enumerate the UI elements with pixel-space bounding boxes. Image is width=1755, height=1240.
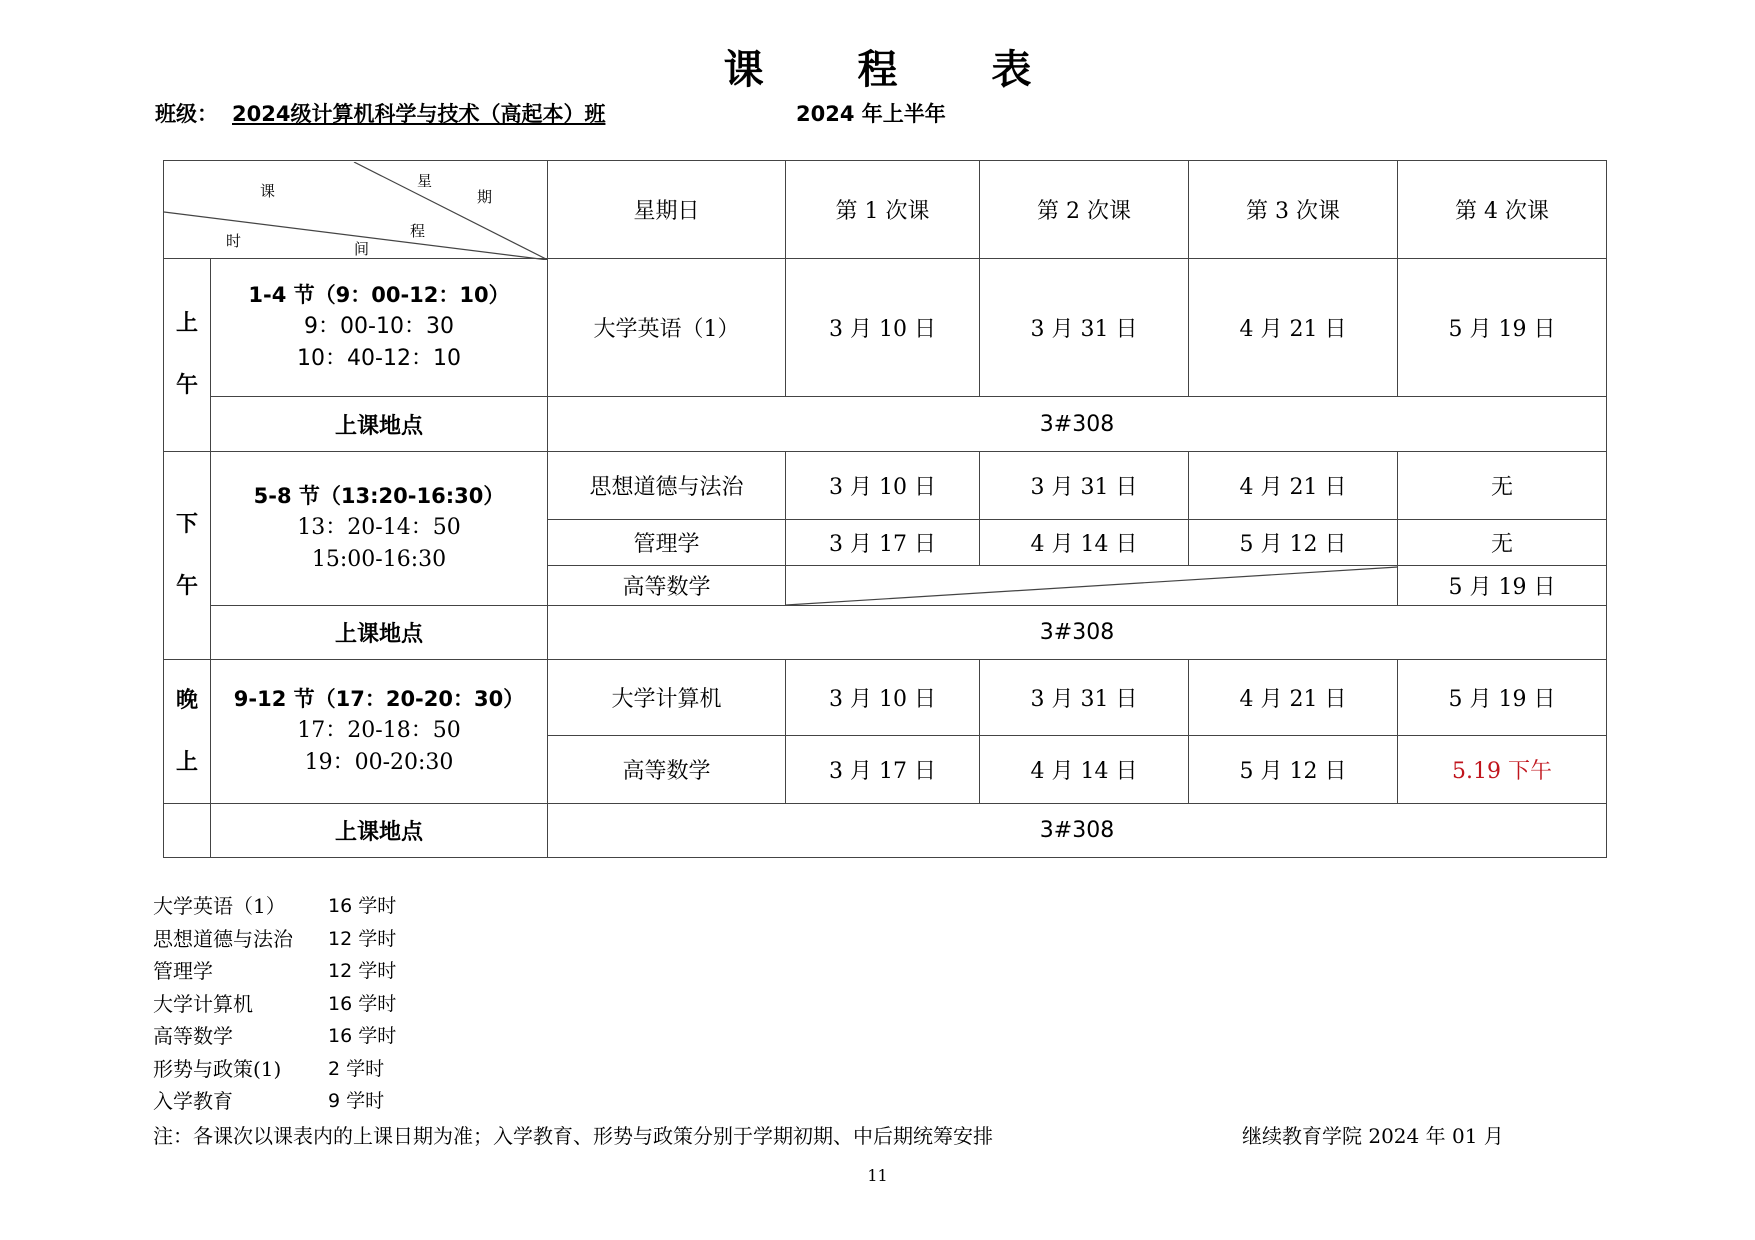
class-name: 2024级计算机科学与技术（高起本）班 — [232, 102, 606, 126]
period-evening-char-2: 上 — [175, 749, 198, 775]
corner-shi: 时 — [226, 231, 242, 250]
evening-r2-date-1: 3 月 17 日 — [786, 736, 980, 804]
period-morning-char-2: 午 — [175, 373, 198, 398]
corner-xing: 星 — [417, 171, 433, 190]
morning-time-2: 10：40-12：10 — [297, 345, 461, 371]
evening-period-empty — [164, 804, 211, 858]
afternoon-r2-date-1: 3 月 17 日 — [786, 520, 980, 566]
afternoon-row-1 — [164, 452, 1607, 520]
note-course: 大学计算机 — [153, 991, 253, 1016]
morning-date-1: 3 月 10 日 — [786, 259, 980, 397]
evening-r2-date-3: 5 月 12 日 — [1189, 736, 1398, 804]
note-course: 思想道德与法治 — [153, 926, 293, 951]
evening-location-label: 上课地点 — [211, 804, 548, 858]
page-title: 课 程 表 — [723, 46, 1072, 93]
period-afternoon-char-2: 午 — [175, 573, 198, 599]
period-evening — [164, 660, 211, 804]
morning-time-1: 9：00-10：30 — [304, 313, 454, 339]
note-course: 大学英语（1） — [153, 894, 286, 918]
morning-date-2: 3 月 31 日 — [980, 259, 1189, 397]
afternoon-slot-header: 5-8 节（13:20-16:30） — [253, 484, 505, 509]
note-course: 形势与政策(1) — [153, 1056, 282, 1081]
note-hours: 2 学时 — [328, 1057, 385, 1080]
note-hours: 16 学时 — [328, 895, 397, 917]
note-course: 管理学 — [153, 959, 213, 983]
corner-cell — [164, 161, 548, 259]
note-hours: 12 学时 — [328, 960, 397, 982]
period-afternoon-char-1: 下 — [175, 511, 198, 537]
corner-jian: 间 — [354, 239, 370, 258]
note-row — [153, 1085, 396, 1118]
note-row — [153, 988, 396, 1021]
afternoon-location: 3#308 — [548, 606, 1607, 660]
class-label: 班级： — [155, 102, 218, 126]
corner-ke: 课 — [260, 181, 276, 200]
class-line — [155, 98, 605, 128]
evening-r1-date-2: 3 月 31 日 — [980, 660, 1189, 736]
morning-location-row — [164, 397, 1607, 452]
afternoon-r2-date-2: 4 月 14 日 — [980, 520, 1189, 566]
afternoon-r1-date-3: 4 月 21 日 — [1189, 452, 1398, 520]
period-evening-char-1: 晚 — [175, 687, 198, 713]
note-row — [153, 1020, 396, 1053]
afternoon-r1-date-2: 3 月 31 日 — [980, 452, 1189, 520]
morning-date-4: 5 月 19 日 — [1398, 259, 1607, 397]
morning-row — [164, 259, 1607, 397]
evening-time-1: 17：20-18：50 — [297, 717, 461, 743]
afternoon-r2-date-3: 5 月 12 日 — [1189, 520, 1398, 566]
afternoon-time-1: 13：20-14：50 — [297, 514, 461, 540]
org-date: 继续教育学院 2024 年 01 月 — [1242, 1124, 1504, 1148]
evening-r1-date-3: 4 月 21 日 — [1189, 660, 1398, 736]
morning-location: 3#308 — [548, 397, 1607, 452]
col-header-sunday: 星期日 — [548, 161, 786, 259]
morning-course: 大学英语（1） — [548, 259, 786, 397]
note-row — [153, 1053, 396, 1086]
note-hours: 16 学时 — [328, 992, 397, 1015]
morning-location-label: 上课地点 — [211, 397, 548, 452]
evening-slot — [211, 660, 548, 804]
note-course: 入学教育 — [153, 1089, 233, 1113]
header-row — [164, 161, 1607, 259]
afternoon-location-label: 上课地点 — [211, 606, 548, 660]
morning-date-3: 4 月 21 日 — [1189, 259, 1398, 397]
footnote: 注：各课次以课表内的上课日期为准；入学教育、形势与政策分别于学期初期、中后期统筹安排 — [153, 1124, 993, 1148]
col-header-4: 第 4 次课 — [1398, 161, 1607, 259]
afternoon-course-2: 管理学 — [548, 520, 786, 566]
page-number: 11 — [867, 1166, 888, 1185]
note-hours: 12 学时 — [328, 927, 397, 950]
afternoon-r3-date-4: 5 月 19 日 — [1398, 566, 1607, 606]
evening-time-2: 19：00-20:30 — [304, 749, 454, 775]
note-hours: 9 学时 — [328, 1090, 385, 1112]
evening-course-2: 高等数学 — [548, 736, 786, 804]
note-row — [153, 890, 396, 923]
evening-r2-date-4: 5.19 下午 — [1398, 736, 1607, 804]
evening-r1-date-1: 3 月 10 日 — [786, 660, 980, 736]
afternoon-r2-date-4: 无 — [1398, 520, 1607, 566]
afternoon-slot — [211, 452, 548, 606]
evening-r2-date-2: 4 月 14 日 — [980, 736, 1189, 804]
evening-course-1: 大学计算机 — [548, 660, 786, 736]
period-morning-char-1: 上 — [175, 311, 198, 336]
evening-location: 3#308 — [548, 804, 1607, 858]
afternoon-course-3: 高等数学 — [548, 566, 786, 606]
evening-r1-date-4: 5 月 19 日 — [1398, 660, 1607, 736]
afternoon-location-row — [164, 606, 1607, 660]
corner-qi: 期 — [477, 187, 493, 206]
period-morning — [164, 259, 211, 452]
diagonal-strike — [786, 566, 1398, 606]
afternoon-r3-empty-span — [786, 566, 1398, 606]
note-row — [153, 923, 396, 956]
col-header-2: 第 2 次课 — [980, 161, 1189, 259]
col-header-1: 第 1 次课 — [786, 161, 980, 259]
term-label: 2024 年上半年 — [796, 102, 946, 126]
hours-notes — [153, 890, 396, 1118]
morning-slot-header: 1-4 节（9：00-12：10） — [248, 283, 510, 308]
evening-location-row — [164, 804, 1607, 858]
period-afternoon — [164, 452, 211, 660]
evening-slot-header: 9-12 节（17：20-20：30） — [233, 687, 525, 712]
note-course: 高等数学 — [153, 1024, 233, 1048]
afternoon-r1-date-4: 无 — [1398, 452, 1607, 520]
note-hours: 16 学时 — [328, 1025, 397, 1047]
col-header-3: 第 3 次课 — [1189, 161, 1398, 259]
morning-slot — [211, 259, 548, 397]
corner-cheng: 程 — [410, 221, 426, 240]
note-row — [153, 955, 396, 988]
evening-row-1 — [164, 660, 1607, 736]
afternoon-course-1: 思想道德与法治 — [548, 452, 786, 520]
schedule-table — [163, 160, 1607, 858]
afternoon-time-2: 15:00-16:30 — [311, 546, 447, 572]
afternoon-r1-date-1: 3 月 10 日 — [786, 452, 980, 520]
